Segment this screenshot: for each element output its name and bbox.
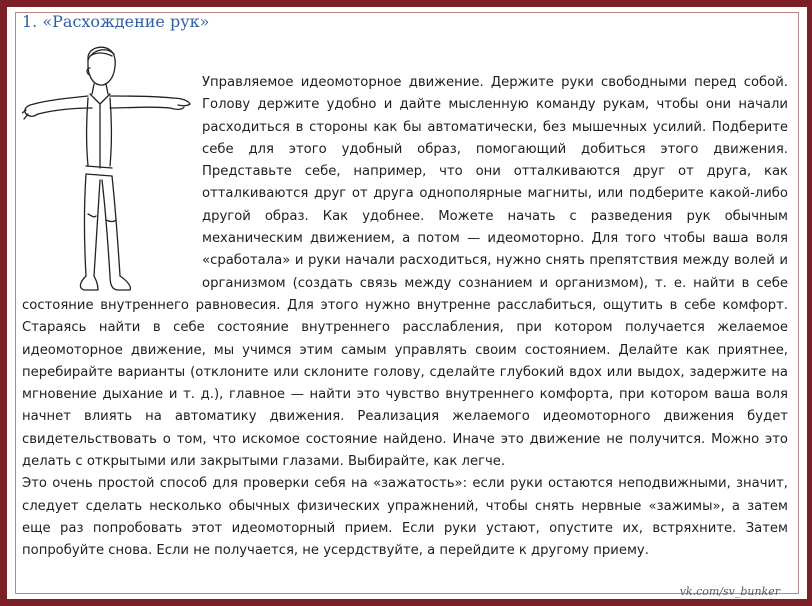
paragraph-1: Управляемое идеомоторное движение. Держите руки свободными перед собой. Голову держите удобно и дайте мысленную команду рукам, чтобы они начали расходиться в стороны как бы автоматически, без мышечных усилий. Подберите себе для этого удобный образ, помогающий добиться этого движения. Представьте себе, например, что они отталкиваются друг от друга, как отталкиваются друг от друга однополярные магниты, или подберите какой-либо другой образ. Как удобнее. Можете начать с разведения рук обычным механическим движением, а потом — идеомоторно. Для того чтобы ваша воля «сработала» и руки начали расходиться, нужно снять препятствия между волей и организмом (создать связь между сознанием и организмом), т. е. найти в себе состояние внутреннего равновесия. Для этого нужно внутренне расслабиться, ощутить в себе комфорт. Стараясь найти в себе состояние внутреннего расслабления, при котором получается желаемое идеомоторное движение, мы учимся этим самым управлять своим состоянием. Делайте как приятнее, перебирайте варианты (отклоните или склоните голову, сделайте глубокий вдох или выдох, задержите на мгновение дыхание и т. д.), главное — найти это чувство внутреннего комфорта, при котором ваша воля начнет влиять на автоматику движения. Реализация желаемого идеомоторного движения будет свидетельствовать о том, что искомое состояние найдено. Иначе это движение не получится. Можно это делать с открытыми или закрытыми глазами. Выбирайте, как легче. <box>22 75 788 470</box>
section-title: 1. «Расхождение рук» <box>22 12 210 31</box>
watermark: vk.com/sv_bunker <box>679 585 780 598</box>
figure-spacer <box>22 72 202 292</box>
body-text <box>22 72 788 563</box>
paragraph-2: Это очень простой способ для проверки себя на «зажатость»: если руки остаются неподвижными, значит, следует сделать несколько обычных физических упражнений, чтобы снять нервные «зажимы», а затем еще раз попробовать этот идеомоторный прием. Если руки устают, опустите их, встряхните. Затем попробуйте снова. Если не получается, не усердствуйте, а перейдите к другому приему. <box>22 476 788 559</box>
